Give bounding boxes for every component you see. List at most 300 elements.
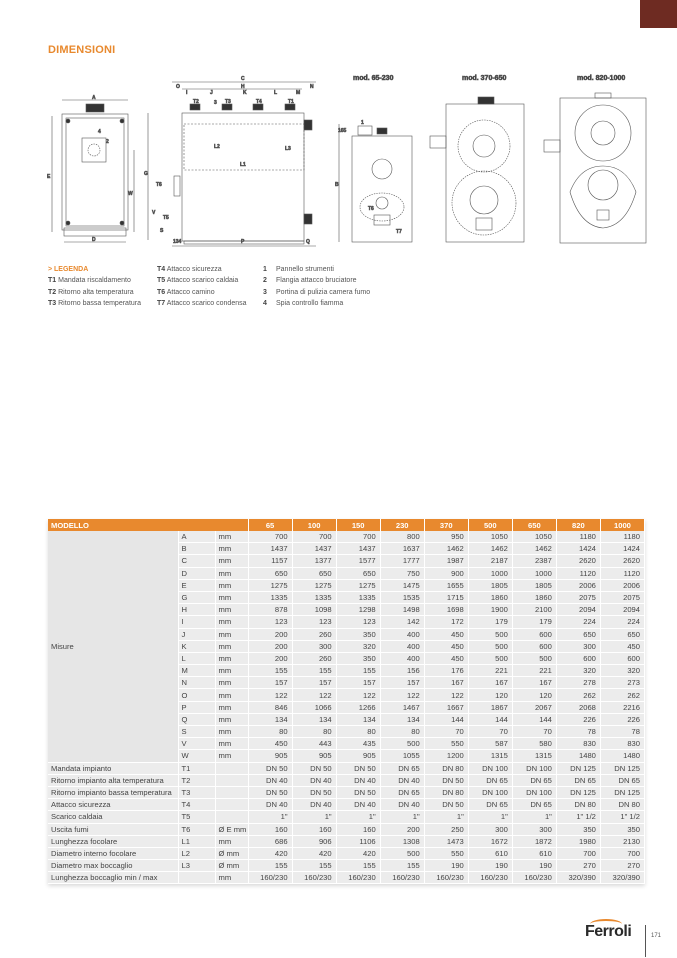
row-label: Attacco sicurezza	[48, 799, 178, 811]
row-code	[178, 872, 215, 884]
row-code: S	[178, 726, 215, 738]
value-cell: 1106	[336, 835, 380, 847]
legend-col-3	[263, 264, 370, 309]
legend-heading: > LEGENDA	[48, 266, 89, 273]
value-cell: 260	[292, 628, 336, 640]
label-165: 165	[338, 128, 347, 134]
value-cell: DN 50	[424, 799, 468, 811]
row-unit: mm	[215, 738, 248, 750]
value-cell: 155	[336, 665, 380, 677]
label-T2: T2	[193, 99, 199, 105]
row-unit: mm	[215, 665, 248, 677]
header-model-65: 65	[248, 519, 292, 531]
value-cell: 160/230	[248, 872, 292, 884]
value-cell: DN 65	[380, 786, 424, 798]
legend-item: T7 Attacco scarico condensa	[157, 299, 247, 307]
value-cell: 587	[468, 738, 512, 750]
value-cell: DN 65	[556, 774, 600, 786]
value-cell: 320/390	[600, 872, 644, 884]
label-I: I	[186, 90, 188, 96]
value-cell: 2130	[600, 835, 644, 847]
row-code: T1	[178, 762, 215, 774]
value-cell: 600	[512, 640, 556, 652]
row-unit: mm	[215, 677, 248, 689]
value-cell: 1" 1/2	[600, 811, 644, 823]
legend-item: 2 Flangia attacco bruciatore	[263, 277, 357, 285]
value-cell: 1480	[556, 750, 600, 762]
value-cell: 1266	[336, 701, 380, 713]
row-unit: mm	[215, 750, 248, 762]
value-cell: DN 40	[380, 774, 424, 786]
value-cell: 1"	[336, 811, 380, 823]
value-cell: 122	[380, 689, 424, 701]
row-code: B	[178, 543, 215, 555]
row-code: T3	[178, 786, 215, 798]
value-cell: 878	[248, 604, 292, 616]
value-cell: 550	[424, 738, 468, 750]
page-number: 171	[651, 933, 662, 939]
value-cell: 320	[600, 665, 644, 677]
table-row	[48, 762, 645, 774]
value-cell: 160	[292, 823, 336, 835]
value-cell: 78	[556, 726, 600, 738]
row-unit: mm	[215, 652, 248, 664]
value-cell: 155	[336, 860, 380, 872]
value-cell: DN 50	[336, 762, 380, 774]
row-label: Lunghezza boccaglio min / max	[48, 872, 178, 884]
value-cell: 1"	[468, 811, 512, 823]
value-cell: 905	[292, 750, 336, 762]
row-unit	[215, 786, 248, 798]
label-T6-rear: T6	[368, 206, 374, 212]
rear-view-65-230	[339, 124, 412, 242]
value-cell: 320	[556, 665, 600, 677]
label-L3: L3	[285, 146, 291, 152]
value-cell: 1637	[380, 543, 424, 555]
value-cell: 650	[336, 567, 380, 579]
value-cell: 155	[380, 860, 424, 872]
value-cell: 167	[424, 677, 468, 689]
row-code: T6	[178, 823, 215, 835]
value-cell: 157	[292, 677, 336, 689]
row-unit: mm	[215, 640, 248, 652]
mod-label-370-650: mod. 370-650	[462, 75, 507, 82]
value-cell: 1298	[336, 604, 380, 616]
value-cell: 1050	[468, 531, 512, 543]
legend-item: T5 Attacco scarico caldaia	[157, 277, 239, 285]
value-cell: 610	[512, 847, 556, 859]
value-cell: 1180	[600, 531, 644, 543]
value-cell: 1"	[292, 811, 336, 823]
value-cell: DN 40	[292, 774, 336, 786]
value-cell: DN 40	[336, 799, 380, 811]
value-cell: 122	[292, 689, 336, 701]
row-code: Q	[178, 713, 215, 725]
row-unit: mm	[215, 726, 248, 738]
value-cell: DN 100	[468, 786, 512, 798]
value-cell: 221	[512, 665, 556, 677]
legend-col-2	[157, 264, 247, 309]
value-cell: 155	[248, 665, 292, 677]
row-unit: Ø mm	[215, 847, 248, 859]
front-view-drawing	[52, 100, 134, 242]
value-cell: DN 100	[512, 786, 556, 798]
value-cell: 200	[248, 628, 292, 640]
header-model-820: 820	[556, 519, 600, 531]
legend-item: T3 Ritorno bassa temperatura	[48, 299, 142, 307]
value-cell: 1055	[380, 750, 424, 762]
value-cell: 500	[468, 652, 512, 664]
value-cell: 2094	[600, 604, 644, 616]
header-model-100: 100	[292, 519, 336, 531]
value-cell: DN 80	[600, 799, 644, 811]
ferroli-logo: Ferroli	[585, 923, 631, 941]
value-cell: DN 50	[424, 774, 468, 786]
value-cell: 190	[468, 860, 512, 872]
table-row	[48, 774, 645, 786]
value-cell: DN 65	[468, 774, 512, 786]
value-cell: 1462	[468, 543, 512, 555]
value-cell: 176	[424, 665, 468, 677]
value-cell: 2006	[556, 579, 600, 591]
row-code: P	[178, 701, 215, 713]
value-cell: 1335	[336, 591, 380, 603]
row-label: Lunghezza focolare	[48, 835, 178, 847]
value-cell: 200	[380, 823, 424, 835]
value-cell: 1475	[380, 579, 424, 591]
table-row	[48, 811, 645, 823]
value-cell: 900	[424, 567, 468, 579]
label-N: N	[310, 84, 314, 90]
value-cell: 224	[600, 616, 644, 628]
value-cell: 1335	[292, 591, 336, 603]
table-row	[48, 823, 645, 835]
value-cell: 155	[292, 665, 336, 677]
header-model-500: 500	[468, 519, 512, 531]
value-cell: 120	[468, 689, 512, 701]
value-cell: 905	[336, 750, 380, 762]
row-code: I	[178, 616, 215, 628]
value-cell: 1480	[600, 750, 644, 762]
label-H: H	[241, 84, 245, 90]
value-cell: 190	[424, 860, 468, 872]
value-cell: 80	[248, 726, 292, 738]
value-cell: 262	[556, 689, 600, 701]
row-label: Uscita fumi	[48, 823, 178, 835]
value-cell: 500	[468, 640, 512, 652]
value-cell: 500	[380, 847, 424, 859]
value-cell: 420	[336, 847, 380, 859]
value-cell: 167	[512, 677, 556, 689]
value-cell: 800	[380, 531, 424, 543]
value-cell: 1473	[424, 835, 468, 847]
value-cell: 1805	[468, 579, 512, 591]
value-cell: DN 50	[248, 762, 292, 774]
value-cell: 278	[556, 677, 600, 689]
value-cell: 262	[600, 689, 644, 701]
value-cell: 190	[512, 860, 556, 872]
value-cell: 134	[336, 713, 380, 725]
value-cell: 155	[292, 860, 336, 872]
value-cell: 144	[424, 713, 468, 725]
value-cell: 179	[468, 616, 512, 628]
value-cell: 80	[380, 726, 424, 738]
value-cell: 420	[248, 847, 292, 859]
value-cell: 650	[556, 628, 600, 640]
value-cell: DN 125	[556, 762, 600, 774]
value-cell: DN 40	[248, 774, 292, 786]
legend-item: T2 Ritorno alta temperatura	[48, 288, 134, 296]
table-row	[48, 786, 645, 798]
value-cell: 846	[248, 701, 292, 713]
row-code: V	[178, 738, 215, 750]
rear-view-820-1000	[544, 93, 646, 243]
value-cell: 400	[380, 628, 424, 640]
row-code: M	[178, 665, 215, 677]
side-view-drawing	[148, 82, 316, 246]
value-cell: DN 125	[556, 786, 600, 798]
value-cell: 1050	[512, 531, 556, 543]
row-label: Diametro interno focolare	[48, 847, 178, 859]
value-cell: 1000	[468, 567, 512, 579]
label-O: O	[176, 84, 180, 90]
label-134: 134	[173, 239, 182, 245]
label-2: 2	[106, 139, 109, 145]
value-cell: 160/230	[292, 872, 336, 884]
value-cell: 2387	[512, 555, 556, 567]
value-cell: 142	[380, 616, 424, 628]
value-cell: 830	[556, 738, 600, 750]
value-cell: 1535	[380, 591, 424, 603]
table-header-row	[48, 519, 645, 531]
value-cell: 160/230	[336, 872, 380, 884]
value-cell: 1900	[468, 604, 512, 616]
value-cell: 160	[336, 823, 380, 835]
value-cell: 350	[336, 652, 380, 664]
value-cell: 1315	[512, 750, 556, 762]
row-code: L3	[178, 860, 215, 872]
value-cell: 1498	[380, 604, 424, 616]
row-code: J	[178, 628, 215, 640]
value-cell: 350	[336, 628, 380, 640]
value-cell: 830	[600, 738, 644, 750]
label-G: G	[144, 171, 148, 177]
row-code: C	[178, 555, 215, 567]
value-cell: 443	[292, 738, 336, 750]
value-cell: 1180	[556, 531, 600, 543]
label-L2: L2	[214, 144, 220, 150]
value-cell: 1655	[424, 579, 468, 591]
value-cell: 300	[512, 823, 556, 835]
value-cell: 1437	[336, 543, 380, 555]
value-cell: 160/230	[424, 872, 468, 884]
value-cell: 905	[248, 750, 292, 762]
label-D: D	[92, 237, 96, 243]
row-unit	[215, 799, 248, 811]
value-cell: DN 65	[512, 799, 556, 811]
value-cell: 2216	[600, 701, 644, 713]
table-row	[48, 835, 645, 847]
value-cell: 580	[512, 738, 556, 750]
row-code: D	[178, 567, 215, 579]
value-cell: 1667	[424, 701, 468, 713]
label-4: 4	[98, 129, 101, 135]
value-cell: 123	[336, 616, 380, 628]
value-cell: 200	[248, 652, 292, 664]
value-cell: 70	[424, 726, 468, 738]
label-1: 1	[361, 120, 364, 126]
value-cell: 144	[468, 713, 512, 725]
row-unit	[215, 774, 248, 786]
value-cell: 1157	[248, 555, 292, 567]
value-cell: DN 100	[468, 762, 512, 774]
legend-item: 3 Portina di pulizia camera fumo	[263, 288, 371, 296]
value-cell: 600	[512, 628, 556, 640]
value-cell: 134	[292, 713, 336, 725]
label-T3: T3	[225, 99, 231, 105]
value-cell: 1462	[512, 543, 556, 555]
label-J: J	[210, 90, 213, 96]
row-unit: mm	[215, 567, 248, 579]
value-cell: 1872	[512, 835, 556, 847]
value-cell: 435	[336, 738, 380, 750]
value-cell: 1987	[424, 555, 468, 567]
row-unit: Ø mm	[215, 860, 248, 872]
row-unit: Ø E mm	[215, 823, 248, 835]
legend-item: T6 Attacco camino	[157, 288, 215, 296]
value-cell: 650	[248, 567, 292, 579]
row-code: K	[178, 640, 215, 652]
row-code: T4	[178, 799, 215, 811]
footer-divider	[645, 925, 646, 957]
value-cell: 1" 1/2	[556, 811, 600, 823]
value-cell: 144	[512, 713, 556, 725]
value-cell: DN 40	[380, 799, 424, 811]
value-cell: DN 80	[556, 799, 600, 811]
value-cell: 600	[556, 652, 600, 664]
value-cell: 160/230	[380, 872, 424, 884]
value-cell: 1437	[248, 543, 292, 555]
row-code: T2	[178, 774, 215, 786]
row-unit: mm	[215, 628, 248, 640]
value-cell: 2067	[512, 701, 556, 713]
value-cell: 300	[292, 640, 336, 652]
value-cell: 1275	[336, 579, 380, 591]
value-cell: 123	[248, 616, 292, 628]
rear-view-370-650	[430, 97, 524, 242]
legend-item: 1 Pannello strumenti	[263, 266, 334, 273]
row-unit: mm	[215, 531, 248, 543]
row-code: L1	[178, 835, 215, 847]
value-cell: 260	[292, 652, 336, 664]
value-cell: 1698	[424, 604, 468, 616]
value-cell: 300	[556, 640, 600, 652]
value-cell: 2620	[556, 555, 600, 567]
value-cell: 500	[380, 738, 424, 750]
dimensions-table	[48, 519, 645, 884]
value-cell: 1"	[424, 811, 468, 823]
value-cell: DN 40	[292, 799, 336, 811]
value-cell: 1424	[556, 543, 600, 555]
value-cell: 1377	[292, 555, 336, 567]
value-cell: DN 65	[512, 774, 556, 786]
value-cell: DN 50	[292, 762, 336, 774]
value-cell: 450	[248, 738, 292, 750]
row-label: Ritorno impianto bassa temperatura	[48, 786, 178, 798]
value-cell: 950	[424, 531, 468, 543]
value-cell: DN 50	[248, 786, 292, 798]
value-cell: DN 40	[248, 799, 292, 811]
value-cell: 2100	[512, 604, 556, 616]
value-cell: DN 50	[336, 786, 380, 798]
value-cell: 700	[336, 531, 380, 543]
value-cell: 686	[248, 835, 292, 847]
row-unit	[215, 811, 248, 823]
group-label-misure: Misure	[48, 531, 178, 762]
header-model-230: 230	[380, 519, 424, 531]
header-model-650: 650	[512, 519, 556, 531]
value-cell: 122	[336, 689, 380, 701]
value-cell: 250	[424, 823, 468, 835]
value-cell: 1467	[380, 701, 424, 713]
value-cell: 450	[600, 640, 644, 652]
value-cell: 1860	[468, 591, 512, 603]
value-cell: 1200	[424, 750, 468, 762]
row-label: Scarico caldaia	[48, 811, 178, 823]
value-cell: 226	[600, 713, 644, 725]
row-code: A	[178, 531, 215, 543]
label-B: B	[335, 182, 339, 188]
label-L1: L1	[240, 162, 246, 168]
value-cell: 1980	[556, 835, 600, 847]
row-unit: mm	[215, 591, 248, 603]
value-cell: 450	[424, 652, 468, 664]
table-row	[48, 531, 645, 543]
row-code: E	[178, 579, 215, 591]
value-cell: 270	[556, 860, 600, 872]
value-cell: 1867	[468, 701, 512, 713]
value-cell: 1424	[600, 543, 644, 555]
value-cell: 400	[380, 652, 424, 664]
label-P: P	[241, 239, 245, 245]
label-T4: T4	[256, 99, 262, 105]
value-cell: 200	[248, 640, 292, 652]
value-cell: 1335	[248, 591, 292, 603]
value-cell: DN 100	[512, 762, 556, 774]
value-cell: 1098	[292, 604, 336, 616]
mod-label-820-1000: mod. 820-1000	[577, 75, 626, 82]
label-T6: T6	[156, 182, 162, 188]
value-cell: 120	[512, 689, 556, 701]
value-cell: 610	[468, 847, 512, 859]
row-code: W	[178, 750, 215, 762]
label-M: M	[296, 90, 301, 96]
value-cell: 2075	[600, 591, 644, 603]
value-cell: 270	[600, 860, 644, 872]
value-cell: 700	[556, 847, 600, 859]
label-K: K	[243, 90, 247, 96]
value-cell: 350	[556, 823, 600, 835]
value-cell: 500	[468, 628, 512, 640]
row-label: Diametro max boccaglio	[48, 860, 178, 872]
value-cell: 1805	[512, 579, 556, 591]
value-cell: 157	[336, 677, 380, 689]
value-cell: 134	[248, 713, 292, 725]
value-cell: 1120	[556, 567, 600, 579]
value-cell: 320/390	[556, 872, 600, 884]
value-cell: 1120	[600, 567, 644, 579]
value-cell: 1"	[380, 811, 424, 823]
